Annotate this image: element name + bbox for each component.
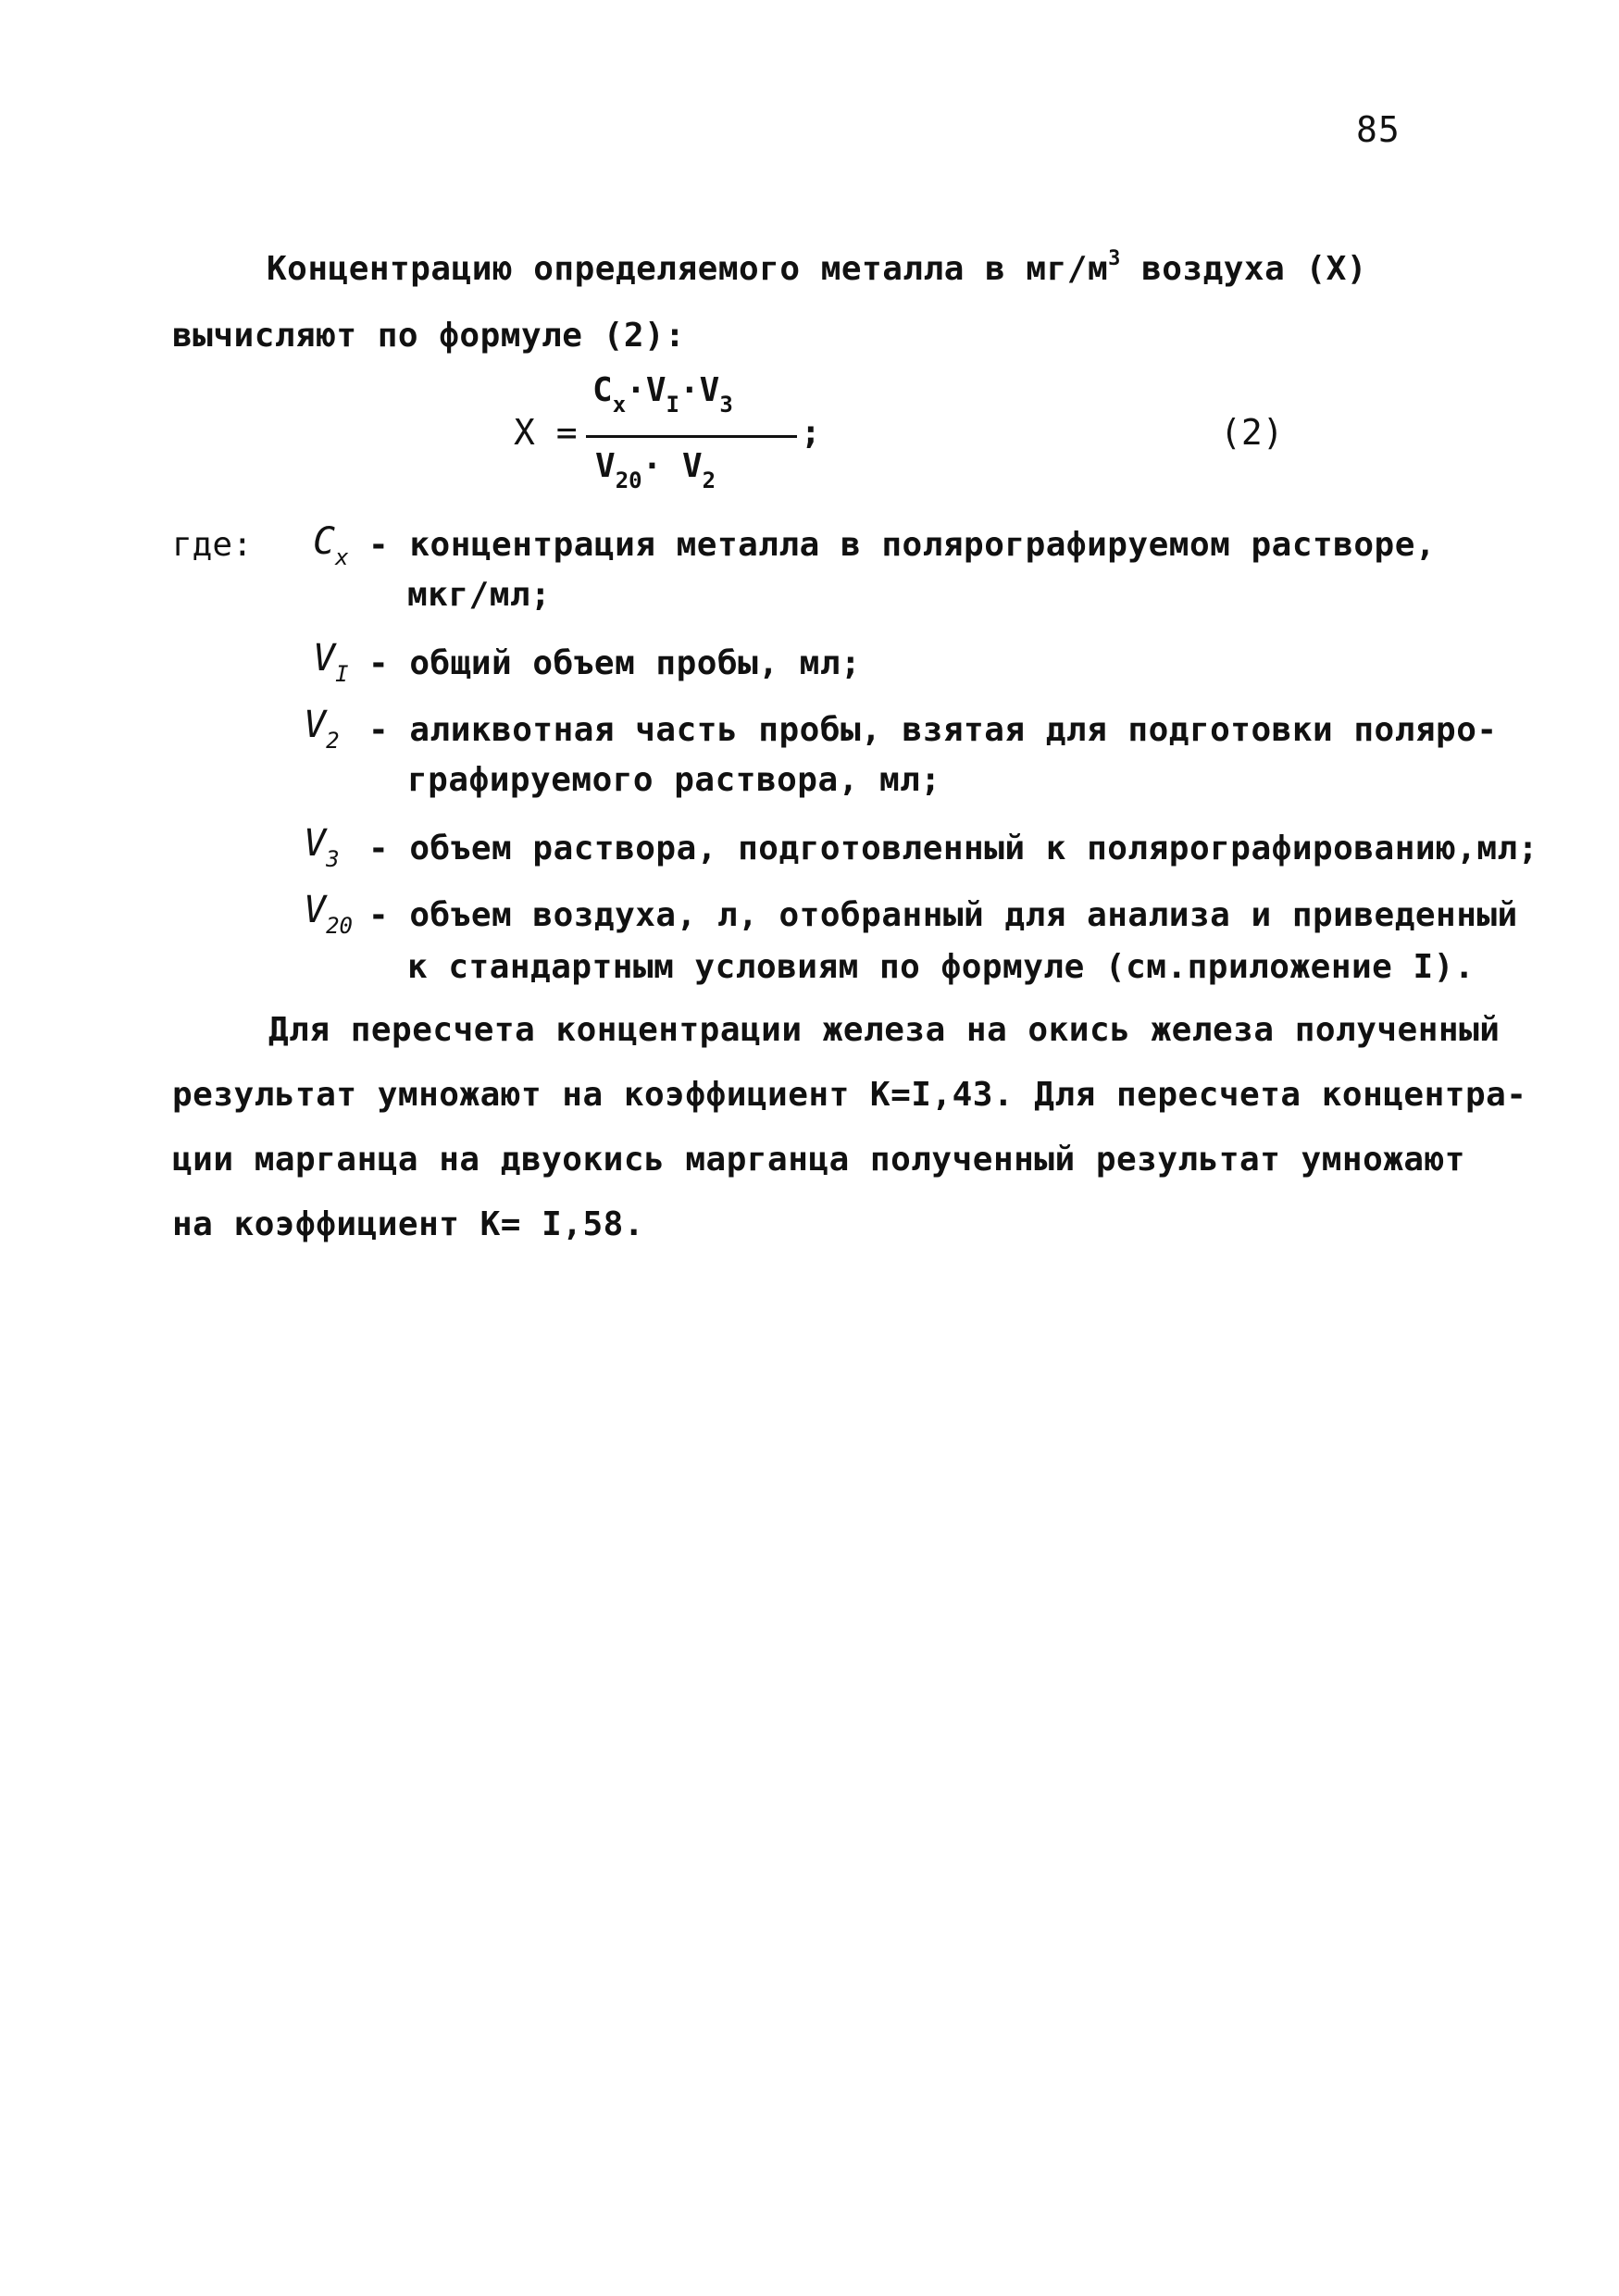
intro-text-a: Концентрацию определяемого металла в мг/м	[267, 250, 1109, 288]
conversion-line-2: результат умножают на коэффициент К=I,43. Для пересчета концентра-	[172, 1076, 1527, 1114]
intro-text-b: воздуха (X)	[1120, 250, 1367, 288]
definition-text-continued: графируемого раствора, мл;	[407, 761, 941, 799]
formula-lhs: X =	[514, 412, 578, 453]
formula-denominator: $V_{20}\cdot V_2$	[595, 447, 716, 493]
where-label: где:	[172, 526, 253, 564]
formula	[514, 366, 819, 505]
definition-text-continued: мкг/мл;	[407, 576, 552, 614]
definition-text: - аликвотная часть пробы, взятая для подготовки поляро-	[368, 711, 1498, 749]
definition-text: - объем раствора, подготовленный к полярографированию,мл;	[368, 830, 1538, 867]
formula-semicolon: ;	[801, 414, 821, 452]
intro-superscript: 3	[1108, 247, 1121, 270]
conversion-line-1: Для пересчета концентрации железа на окись железа полученный	[268, 1011, 1501, 1049]
definition-text-continued: к стандартным условиям по формуле (см.приложение I).	[407, 948, 1476, 986]
definition-text: - объем воздуха, л, отобранный для анализа и приведенный	[368, 896, 1518, 934]
definition-symbol: $V_3$	[304, 822, 340, 872]
definition-text: - общий объем пробы, мл;	[368, 644, 862, 682]
definition-text: - концентрация металла в полярографируемом растворе,	[368, 526, 1437, 564]
definition-symbol: $V_2$	[304, 704, 340, 754]
equation-number: (2)	[1220, 412, 1284, 453]
intro-line-2: вычисляют по формуле (2):	[172, 317, 686, 355]
conversion-line-4: на коэффициент К= I,58.	[172, 1205, 644, 1243]
definition-symbol: $V_I$	[313, 637, 349, 687]
formula-numerator: $C_x\cdot V_I\cdot V_3$	[592, 371, 733, 418]
page-number: 85	[1356, 109, 1401, 150]
fraction-bar	[586, 435, 797, 438]
intro-line-1	[267, 247, 1367, 288]
definition-symbol: $C_x$	[313, 520, 349, 570]
conversion-line-3: ции марганца на двуокись марганца полученный результат умножают	[172, 1141, 1465, 1179]
definition-symbol: $V_{20}$	[304, 889, 353, 939]
